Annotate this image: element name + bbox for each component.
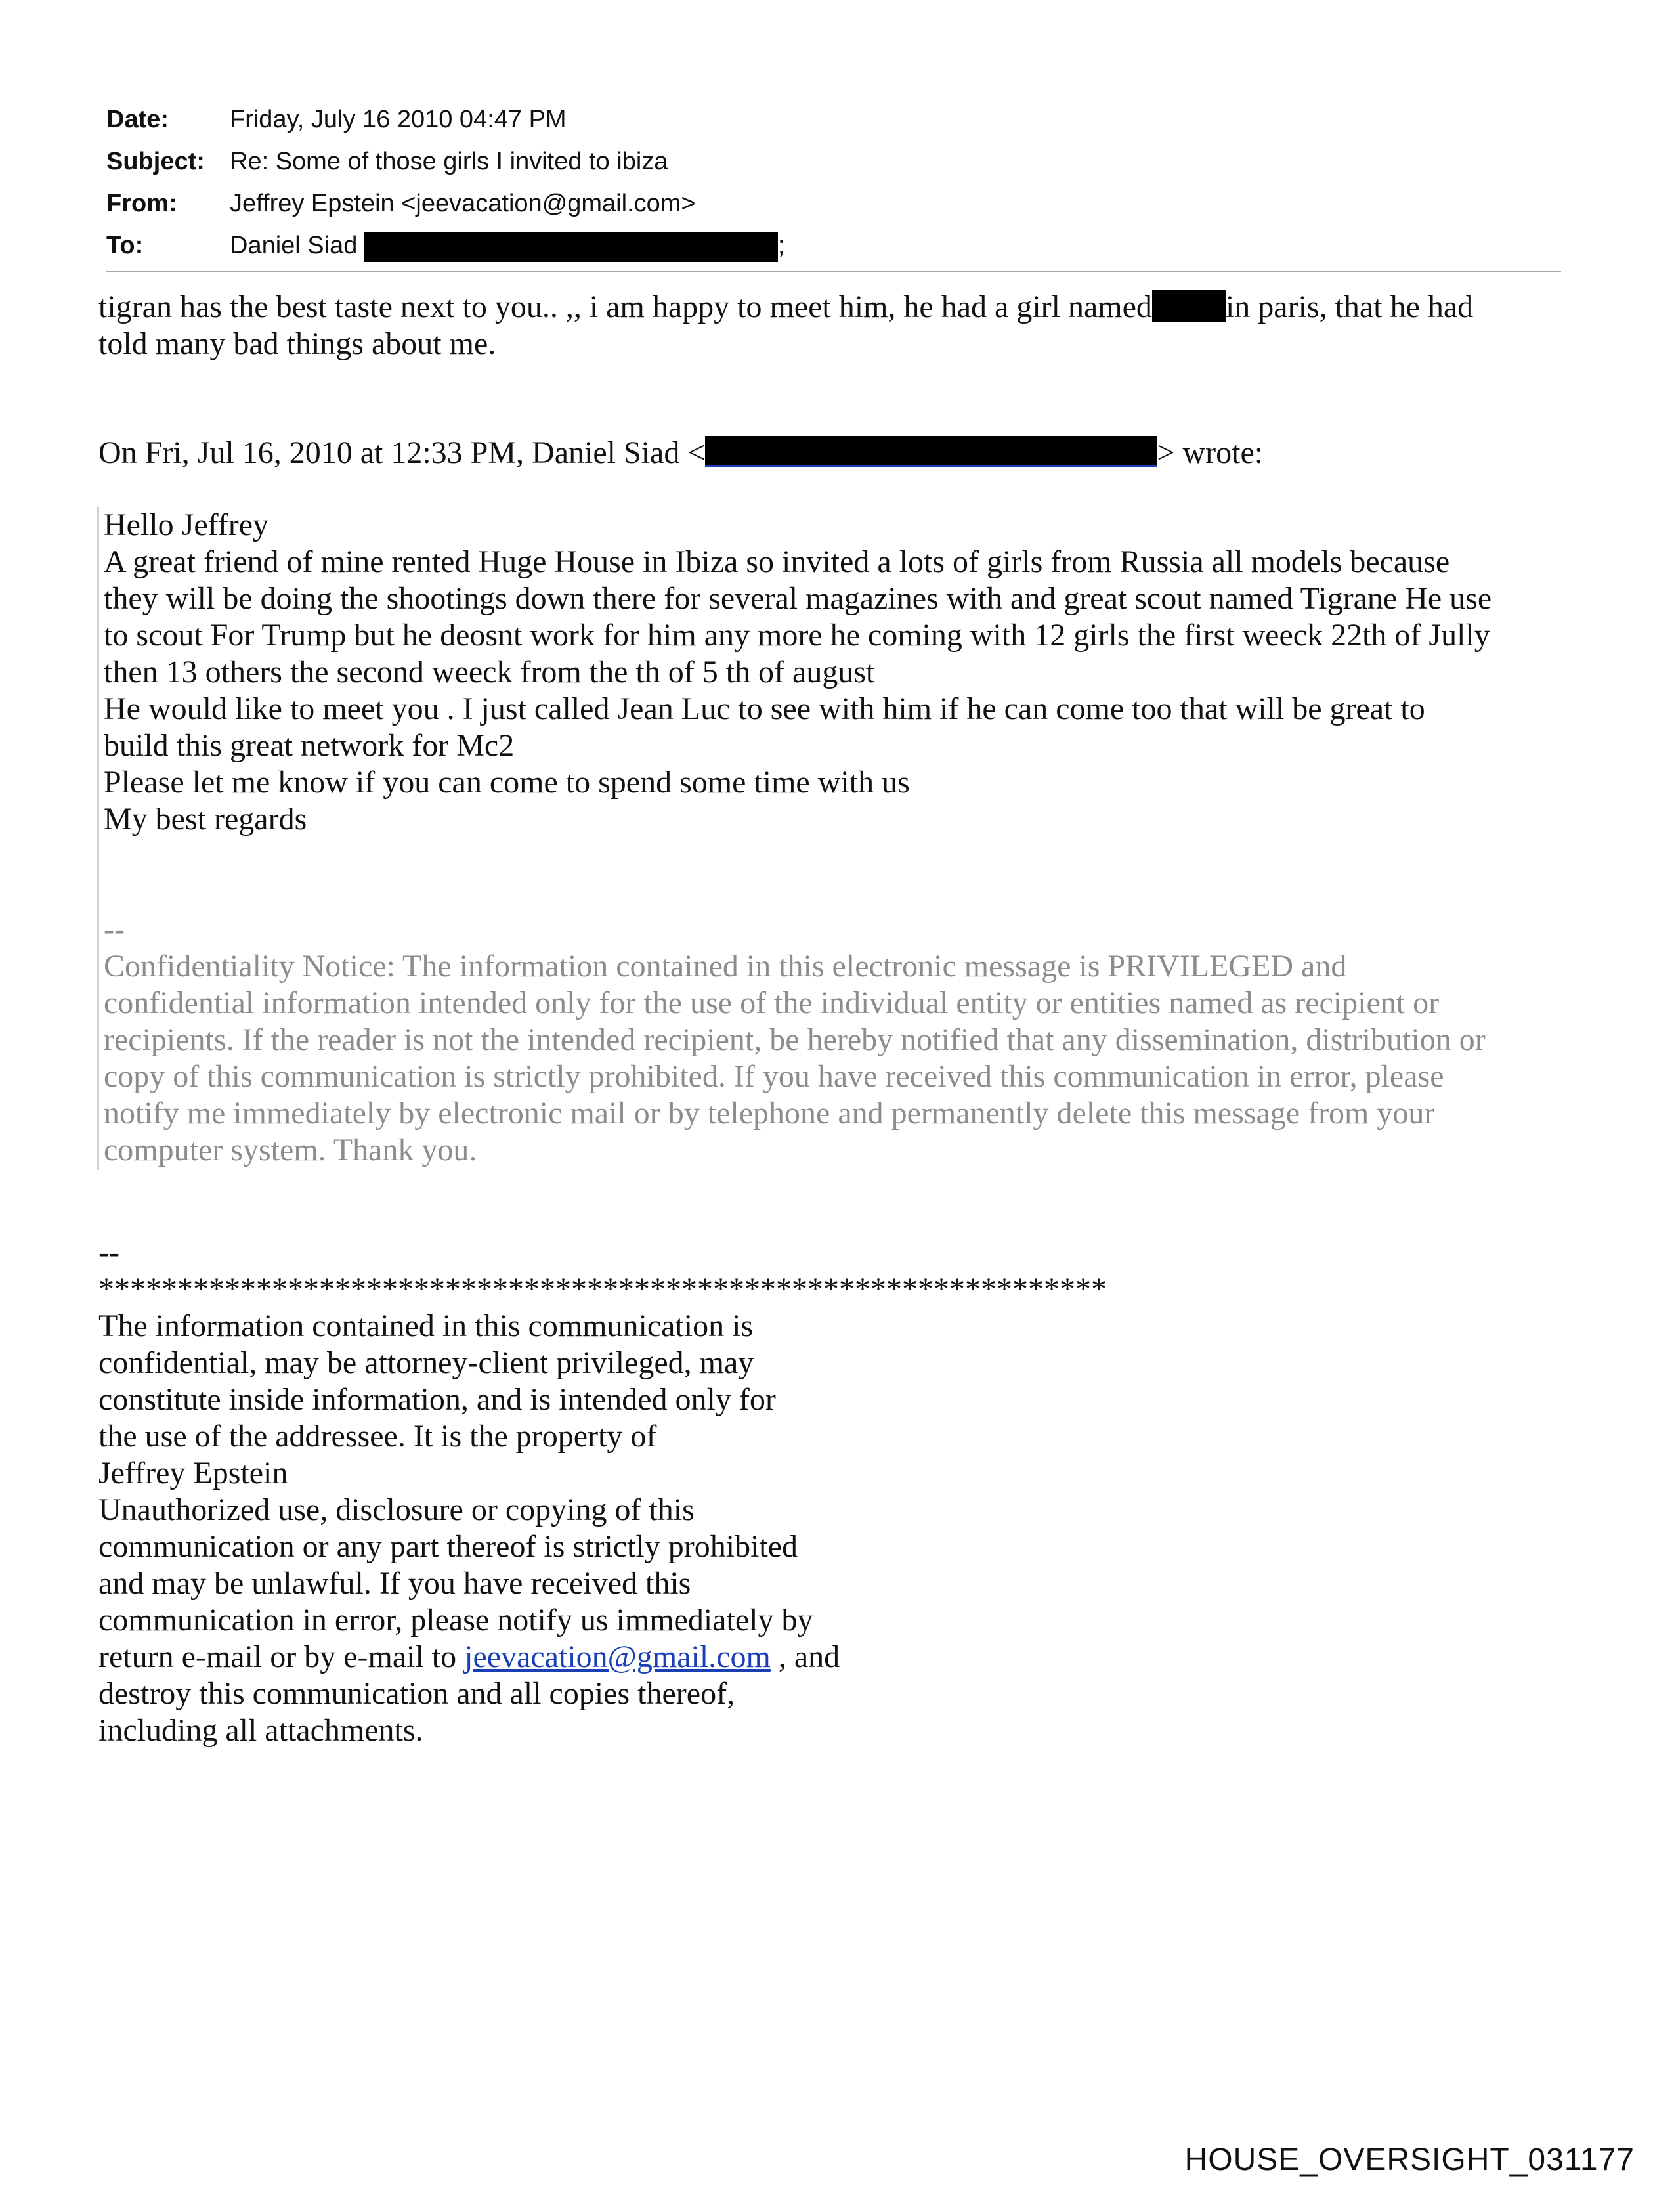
reply-text: in paris, that he had (1225, 290, 1474, 324)
quoted-line: they will be doing the shootings down there for several magazines with and great scout named Tigrane He use (104, 581, 1492, 616)
subject-value: Re: Some of those girls I invited to ibiza (230, 148, 668, 175)
email-header (106, 98, 1561, 267)
quoted-line: then 13 others the second weeck from the th of 5 th of august (104, 655, 875, 689)
reply-body (98, 289, 1473, 362)
disclaimer-line: communication or any part thereof is strictly prohibited (98, 1529, 798, 1564)
to-value (230, 225, 784, 267)
from-label: From: (106, 190, 177, 217)
date-value: Friday, July 16 2010 04:47 PM (230, 106, 567, 133)
disclaimer-line: the use of the addressee. It is the property of (98, 1419, 657, 1454)
notice-line: confidential information intended only for the use of the individual entity or entities named as recipient or (104, 986, 1440, 1020)
header-divider (106, 271, 1561, 272)
header-subject-row (106, 141, 1561, 183)
quoted-line: build this great network for Mc2 (104, 728, 515, 763)
disclaimer-line: The information contained in this communication is (98, 1309, 754, 1343)
reply-line: told many bad things about me. (98, 326, 496, 361)
reply-text: tigran has the best taste next to you.. ,, i am happy to meet him, he had a girl named (98, 290, 1152, 324)
spacer (104, 875, 1492, 911)
sig-stars: **************************************************************** (98, 1272, 1107, 1307)
quoted-line: My best regards (104, 802, 307, 836)
redaction-box (364, 232, 778, 262)
quoted-line: to scout For Trump but he deosnt work for him any more he coming with 12 girls the first weeck 22th of Jully (104, 618, 1490, 653)
sig-dash: -- (104, 912, 125, 947)
disclaimer-line: and may be unlawful. If you have received this (98, 1566, 691, 1601)
quote-attribution (98, 435, 1263, 471)
notice-line: notify me immediately by electronic mail or by telephone and permanently delete this message from your (104, 1096, 1435, 1131)
notice-line: computer system. Thank you. (104, 1133, 477, 1167)
bates-number: HOUSE_OVERSIGHT_031177 (1184, 2142, 1635, 2177)
disclaimer-line: Jeffrey Epstein (98, 1456, 288, 1490)
disclaimer-line: Unauthorized use, disclosure or copying of this (98, 1492, 695, 1527)
attribution-text: > wrote: (1157, 435, 1264, 470)
disclaimer-text: , and (770, 1639, 840, 1674)
header-to-row (106, 225, 1561, 267)
quoted-line: Hello Jeffrey (104, 508, 269, 542)
date-label: Date: (106, 106, 169, 133)
quoted-message-body (104, 507, 1492, 1169)
to-label: To: (106, 232, 144, 259)
notice-line: recipients. If the reader is not the intended recipient, be hereby notified that any dissemination, distribution or (104, 1022, 1486, 1057)
reply-line (98, 289, 1473, 326)
disclaimer-text: return e-mail or by e-mail to (98, 1639, 465, 1674)
spacer (104, 838, 1492, 875)
disclaimer-line: communication in error, please notify us immediately by (98, 1603, 813, 1637)
attribution-text: On Fri, Jul 16, 2010 at 12:33 PM, Daniel Siad < (98, 435, 706, 470)
disclaimer-line: confidential, may be attorney-client privileged, may (98, 1345, 754, 1380)
quoted-line: Please let me know if you can come to spend some time with us (104, 765, 910, 800)
redacted-email-link (705, 436, 1157, 467)
header-date-row (106, 98, 1561, 141)
header-from-row (106, 183, 1561, 225)
to-name: Daniel Siad (230, 232, 358, 259)
subject-label: Subject: (106, 148, 205, 175)
quoted-message (97, 507, 1570, 1170)
disclaimer-email-line (98, 1639, 1107, 1676)
quoted-line: A great friend of mine rented Huge House in Ibiza so invited a lots of girls from Russia all models because (104, 544, 1450, 579)
from-value: Jeffrey Epstein <jeevacation@gmail.com> (230, 190, 696, 217)
disclaimer-line: destroy this communication and all copies thereof, (98, 1676, 735, 1711)
redaction-box (1152, 290, 1226, 322)
disclaimer-line: constitute inside information, and is intended only for (98, 1382, 776, 1417)
signature-disclaimer (98, 1234, 1107, 1749)
quoted-line: He would like to meet you . I just called Jean Luc to see with him if he can come too that will be great to (104, 691, 1425, 726)
sig-dash: -- (98, 1235, 119, 1270)
notice-line: copy of this communication is strictly prohibited. If you have received this communication in error, please (104, 1059, 1444, 1094)
to-suffix: ; (777, 232, 785, 259)
disclaimer-line: including all attachments. (98, 1713, 423, 1748)
email-link[interactable]: jeevacation@gmail.com (464, 1639, 771, 1674)
notice-line: Confidentiality Notice: The information contained in this electronic message is PRIVILEGED and (104, 949, 1347, 984)
